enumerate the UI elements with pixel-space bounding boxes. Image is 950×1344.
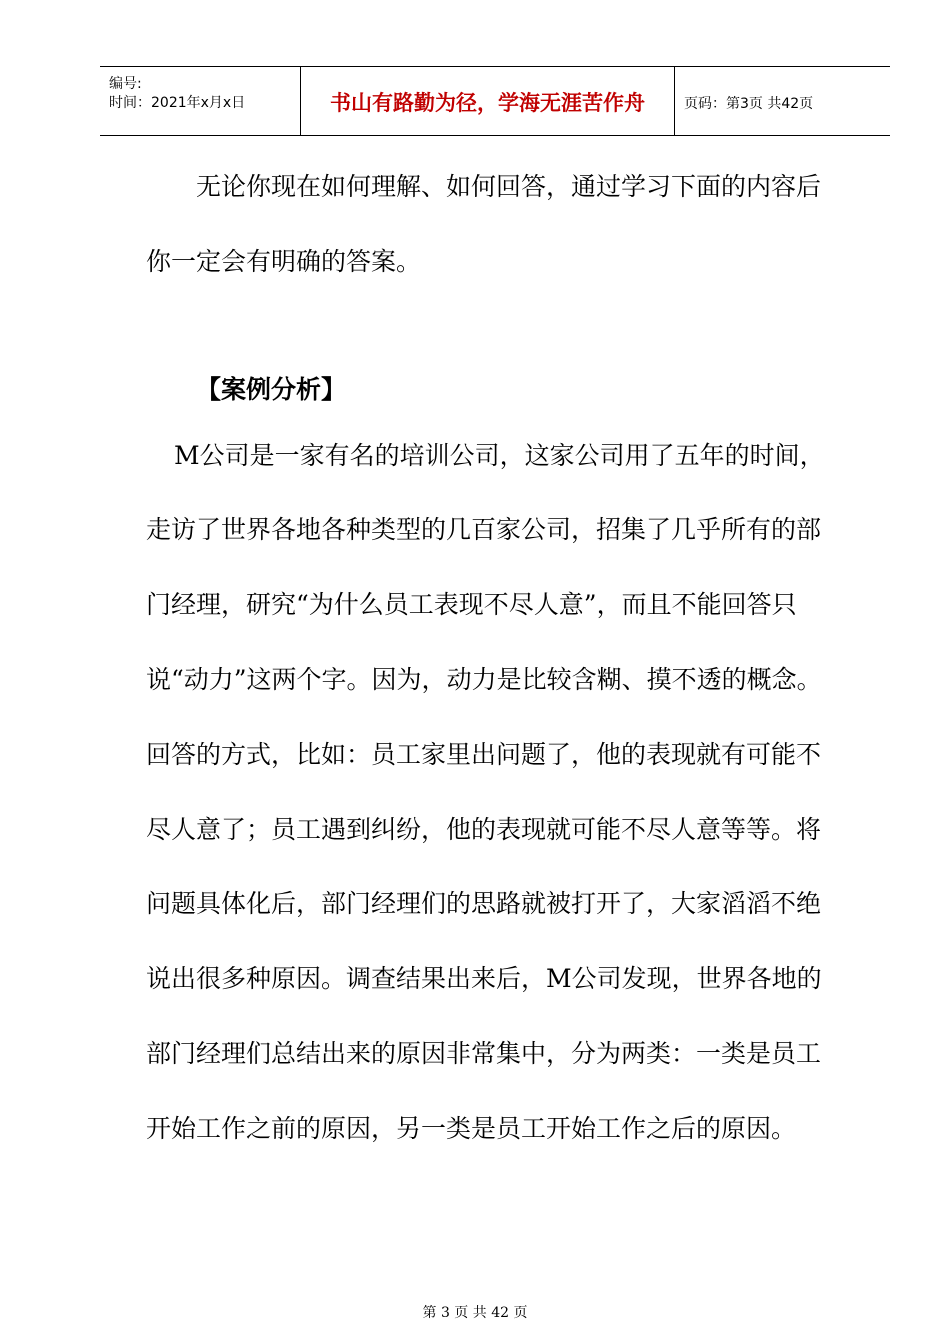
page-header xyxy=(100,66,890,136)
page-info: 页码：第3页 共42页 xyxy=(684,96,814,112)
paragraph-line: 问题具体化后，部门经理们的思路就被打开了，大家滔滔不绝 xyxy=(146,889,822,918)
paragraph-line: 说“动力”这两个字。因为，动力是比较含糊、摸不透的概念。 xyxy=(146,665,822,694)
paragraph-line: 无论你现在如何理解、如何回答，通过学习下面的内容后 xyxy=(196,172,822,201)
paragraph-line: 回答的方式，比如：员工家里出问题了，他的表现就有可能不 xyxy=(146,740,822,769)
motto-text: 书山有路勤为径，学海无涯苦作舟 xyxy=(330,91,645,115)
paragraph-line: 部门经理们总结出来的原因非常集中，分为两类：一类是员工 xyxy=(146,1039,822,1068)
paragraph-line: 门经理，研究“为什么员工表现不尽人意”，而且不能回答只 xyxy=(146,590,797,619)
number-label: 编号: xyxy=(109,76,142,92)
page-footer: 第 3 页 共 42 页 xyxy=(422,1305,528,1321)
paragraph-line: 你一定会有明确的答案。 xyxy=(146,247,422,276)
paragraph-line: 走访了世界各地各种类型的几百家公司，招集了几乎所有的部 xyxy=(146,515,822,544)
header-page-cell xyxy=(675,67,890,135)
time-label: 时间：2021年x月x日 xyxy=(109,95,246,111)
paragraph-line: 开始工作之前的原因，另一类是员工开始工作之后的原因。 xyxy=(146,1114,797,1143)
section-heading: 【案例分析】 xyxy=(196,375,347,404)
paragraph-line: 说出很多种原因。调查结果出来后，M公司发现，世界各地的 xyxy=(146,964,822,993)
header-motto-cell xyxy=(301,67,675,135)
paragraph-line: M公司是一家有名的培训公司，这家公司用了五年的时间， xyxy=(174,441,825,470)
header-meta-cell xyxy=(100,67,301,135)
paragraph-line: 尽人意了；员工遇到纠纷，他的表现就可能不尽人意等等。将 xyxy=(146,815,822,844)
